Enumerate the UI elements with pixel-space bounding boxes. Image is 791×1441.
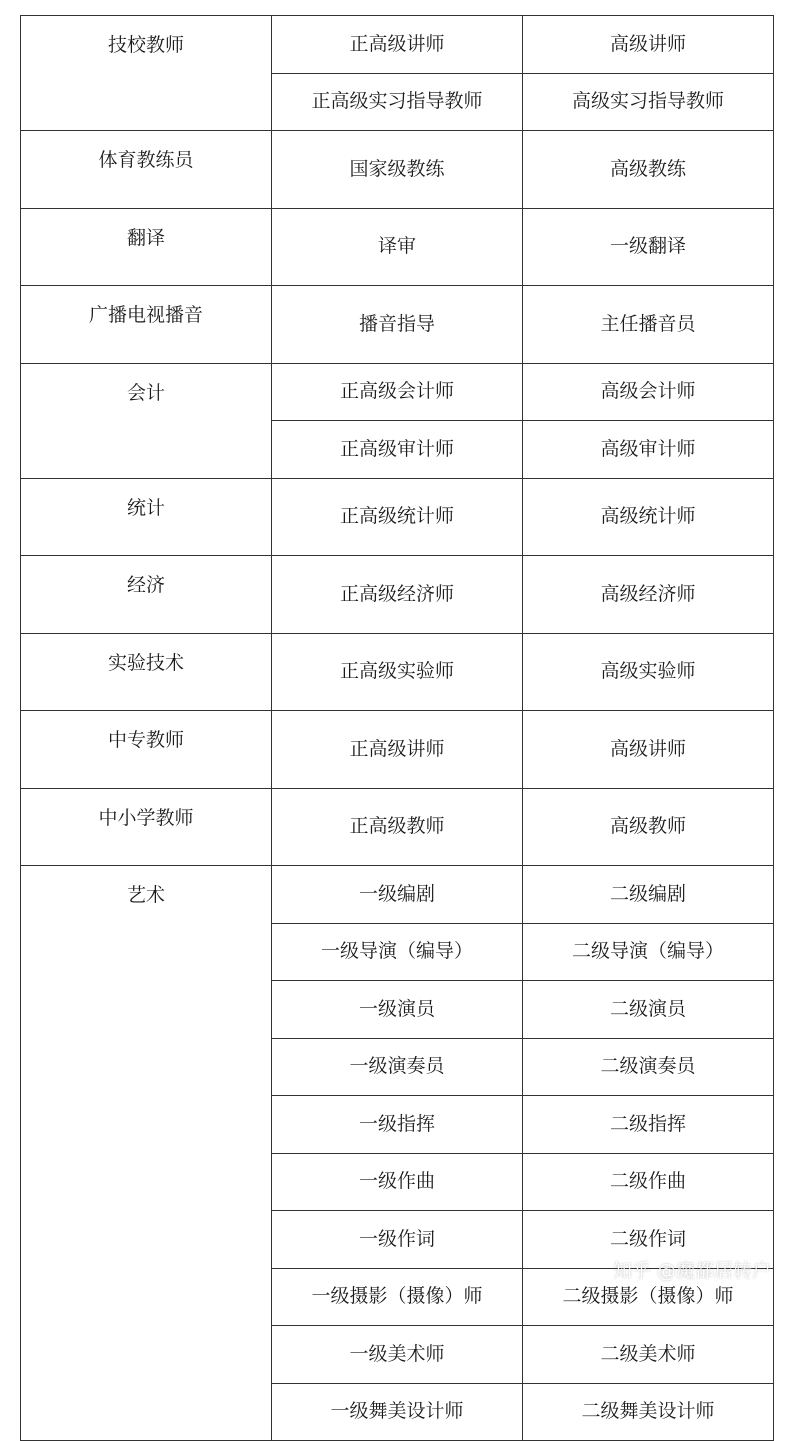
senior-title-cell: 一级指挥 [272,1096,523,1154]
category-cell: 统计 [21,478,272,556]
associate-title-cell: 二级编剧 [523,866,774,924]
associate-title-cell: 高级实习指导教师 [523,73,774,131]
senior-title-cell: 一级编剧 [272,866,523,924]
watermark: 知乎 @魔都居转户 [612,1260,771,1282]
associate-title-cell: 高级教练 [523,131,774,209]
senior-title-cell: 正高级经济师 [272,556,523,634]
table-row [21,711,774,789]
associate-title-cell: 高级经济师 [523,556,774,634]
senior-title-cell: 一级摄影（摄像）师 [272,1268,523,1326]
associate-title-cell: 二级指挥 [523,1096,774,1154]
associate-title-cell: 主任播音员 [523,286,774,364]
category-cell: 实验技术 [21,633,272,711]
associate-title-cell: 二级演奏员 [523,1038,774,1096]
table-row [21,16,774,74]
associate-title-cell: 二级作曲 [523,1153,774,1211]
associate-title-cell: 高级教师 [523,788,774,866]
associate-title-cell: 二级导演（编导） [523,923,774,981]
table-row [21,866,774,924]
senior-title-cell: 国家级教练 [272,131,523,209]
associate-title-cell: 高级会计师 [523,363,774,421]
senior-title-cell: 译审 [272,208,523,286]
associate-title-cell: 二级作词 [523,1211,774,1269]
table-row [21,633,774,711]
title-table [20,15,774,1441]
associate-title-cell: 高级审计师 [523,421,774,479]
category-cell: 技校教师 [21,16,272,131]
senior-title-cell: 正高级审计师 [272,421,523,479]
category-cell: 中小学教师 [21,788,272,866]
table-row [21,286,774,364]
associate-title-cell: 高级讲师 [523,16,774,74]
table-body [21,16,774,1441]
table-row [21,788,774,866]
category-cell: 翻译 [21,208,272,286]
table-row [21,363,774,421]
associate-title-cell: 一级翻译 [523,208,774,286]
table-row [21,131,774,209]
category-cell: 广播电视播音 [21,286,272,364]
senior-title-cell: 一级美术师 [272,1326,523,1384]
senior-title-cell: 正高级统计师 [272,478,523,556]
associate-title-cell: 高级统计师 [523,478,774,556]
table-row [21,556,774,634]
associate-title-cell: 二级美术师 [523,1326,774,1384]
associate-title-cell: 二级演员 [523,981,774,1039]
senior-title-cell: 正高级讲师 [272,16,523,74]
associate-title-cell: 二级舞美设计师 [523,1383,774,1441]
category-cell: 会计 [21,363,272,478]
senior-title-cell: 正高级实习指导教师 [272,73,523,131]
category-cell: 经济 [21,556,272,634]
category-cell: 中专教师 [21,711,272,789]
senior-title-cell: 正高级会计师 [272,363,523,421]
table-row [21,478,774,556]
senior-title-cell: 正高级讲师 [272,711,523,789]
senior-title-cell: 正高级教师 [272,788,523,866]
category-cell: 艺术 [21,866,272,1441]
senior-title-cell: 一级演员 [272,981,523,1039]
senior-title-cell: 正高级实验师 [272,633,523,711]
senior-title-cell: 一级作曲 [272,1153,523,1211]
category-cell: 体育教练员 [21,131,272,209]
senior-title-cell: 一级舞美设计师 [272,1383,523,1441]
senior-title-cell: 一级作词 [272,1211,523,1269]
senior-title-cell: 一级演奏员 [272,1038,523,1096]
associate-title-cell: 二级摄影（摄像）师 [523,1268,774,1326]
associate-title-cell: 高级实验师 [523,633,774,711]
senior-title-cell: 播音指导 [272,286,523,364]
associate-title-cell: 高级讲师 [523,711,774,789]
senior-title-cell: 一级导演（编导） [272,923,523,981]
table-row [21,208,774,286]
